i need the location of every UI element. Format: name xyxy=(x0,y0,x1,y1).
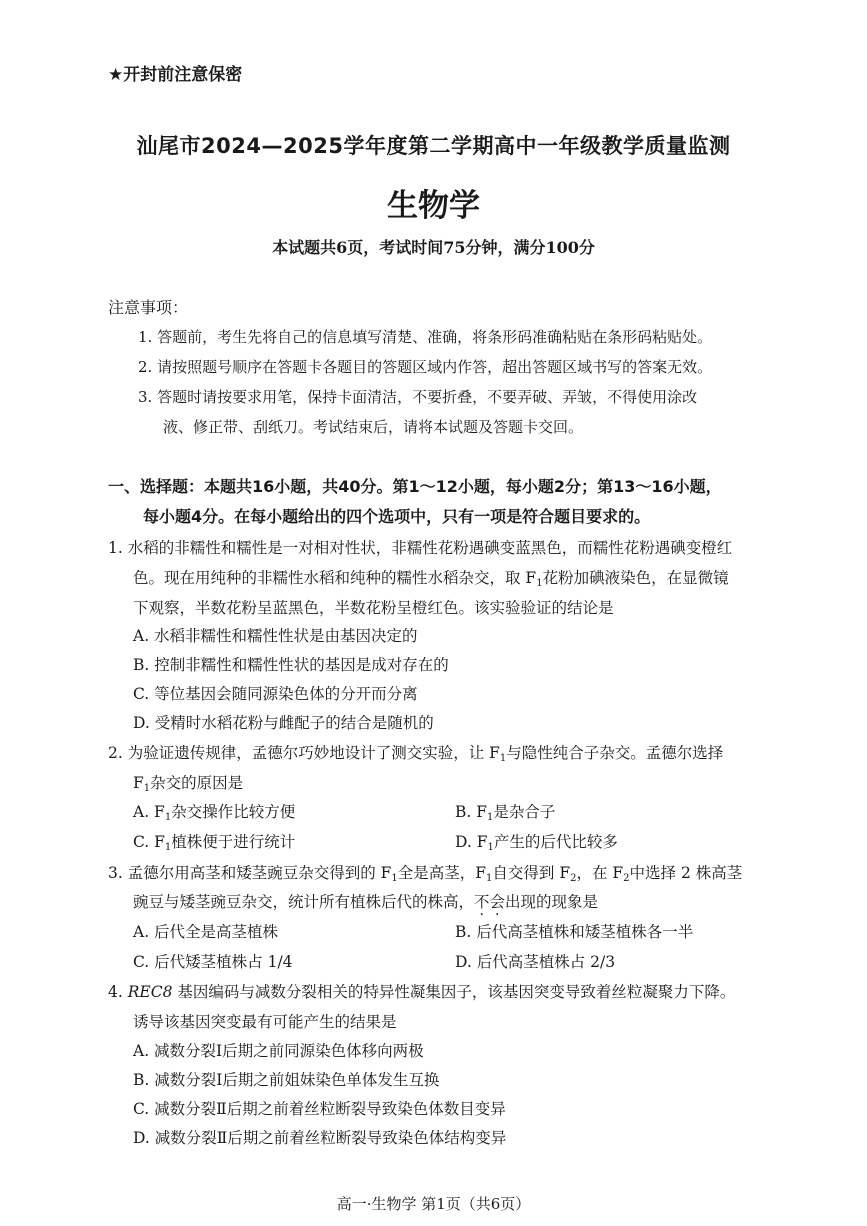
question-2-line: $F_1$杂交的原因是 xyxy=(133,774,244,794)
question-3-option-c: C. 后代矮茎植株占 1/4 xyxy=(133,953,293,971)
notice-item: 2. 请按照题号顺序在答题卡各题目的答题区域内作答，超出答题区域书写的答案无效。 xyxy=(138,358,713,376)
question-3-option-b: B. 后代高茎植株和矮茎植株各一半 xyxy=(455,923,694,941)
question-1-line: 1. 水稻的非糯性和糯性是一对相对性状，非糯性花粉遇碘变蓝黑色，而糯性花粉遇碘变橙红 xyxy=(108,539,733,557)
question-3-line: 3. 孟德尔用高茎和矮茎豌豆杂交得到的 $F_1$全是高茎，$F_1$自交得到 $F_2$，在 $F_2$中选择 2 株高茎 xyxy=(108,864,743,884)
confidential-notice: ★开封前注意保密 xyxy=(108,65,243,85)
exam-title: 汕尾市2024—2025学年度第二学期高中一年级教学质量监测 xyxy=(136,134,731,158)
question-1-option-a: A. 水稻非糯性和糯性性状是由基因决定的 xyxy=(133,627,418,645)
question-1-option-d: D. 受精时水稻花粉与雌配子的结合是随机的 xyxy=(133,714,434,732)
emphasis-dot-char: 会 xyxy=(489,893,506,911)
notice-item: 3. 答题时请按要求用笔，保持卡面清洁，不要折叠，不要弄破、弄皱，不得使用涂改 xyxy=(138,388,698,406)
question-3-line: 豌豆与矮茎豌豆杂交，统计所有植株后代的株高，不会出现的现象是 xyxy=(133,893,599,911)
question-4-option-a: A. 减数分裂Ⅰ后期之前同源染色体移向两极 xyxy=(133,1042,424,1060)
question-3-option-a: A. 后代全是高茎植株 xyxy=(133,923,279,941)
notice-item: 1. 答题前，考生先将自己的信息填写清楚、准确，将条形码准确粘贴在条形码粘贴处。 xyxy=(138,328,713,346)
question-1-option-b: B. 控制非糯性和糯性性状的基因是成对存在的 xyxy=(133,656,449,674)
question-1-line: 色。现在用纯种的非糯性水稻和纯种的糯性水稻杂交，取 $F_1$花粉加碘液染色，在显微镜 xyxy=(133,569,729,589)
question-1-option-c: C. 等位基因会随同源染色体的分开而分离 xyxy=(133,685,418,703)
notice-item: 液、修正带、刮纸刀。考试结束后，请将本试题及答题卡交回。 xyxy=(163,418,584,436)
emphasis-dot-char: 不 xyxy=(474,893,490,911)
question-4-option-d: D. 减数分裂Ⅱ后期之前着丝粒断裂导致染色体结构变异 xyxy=(133,1129,507,1147)
question-4-option-c: C. 减数分裂Ⅱ后期之前着丝粒断裂导致染色体数目变异 xyxy=(133,1100,506,1118)
subject-title: 生物学 xyxy=(387,188,480,224)
question-2-option-c: C. $F_1$植株便于进行统计 xyxy=(133,833,296,853)
question-4-option-b: B. 减数分裂Ⅰ后期之前姐妹染色单体发生互换 xyxy=(133,1071,440,1089)
question-2-option-d: D. $F_1$产生的后代比较多 xyxy=(455,833,618,853)
question-2-line: 2. 为验证遗传规律，孟德尔巧妙地设计了测交实验，让 $F_1$与隐性纯合子杂交。孟德尔选择 xyxy=(108,744,724,764)
question-4-line: 4. REC8 基因编码与减数分裂相关的特异性凝集因子，该基因突变导致着丝粒凝聚力下降。 xyxy=(108,983,736,1001)
question-2-option-a: A. $F_1$杂交操作比较方便 xyxy=(133,803,296,823)
section-heading: 一、选择题：本题共16小题，共40分。第1～12小题，每小题2分；第13～16小题， xyxy=(108,477,722,496)
question-3-option-d: D. 后代高茎植株占 2/3 xyxy=(455,953,616,971)
page-footer: 高一·生物学 第1页（共6页） xyxy=(336,1195,531,1213)
question-2-option-b: B. $F_1$是杂合子 xyxy=(455,803,556,823)
section-heading-cont: 每小题4分。在每小题给出的四个选项中，只有一项是符合题目要求的。 xyxy=(143,507,651,526)
question-1-line: 下观察，半数花粉呈蓝黑色，半数花粉呈橙红色。该实验验证的结论是 xyxy=(133,599,614,617)
exam-meta: 本试题共6页，考试时间75分钟，满分100分 xyxy=(272,238,595,257)
notice-heading: 注意事项： xyxy=(108,298,189,317)
question-4-line: 诱导该基因突变最有可能产生的结果是 xyxy=(133,1013,397,1031)
